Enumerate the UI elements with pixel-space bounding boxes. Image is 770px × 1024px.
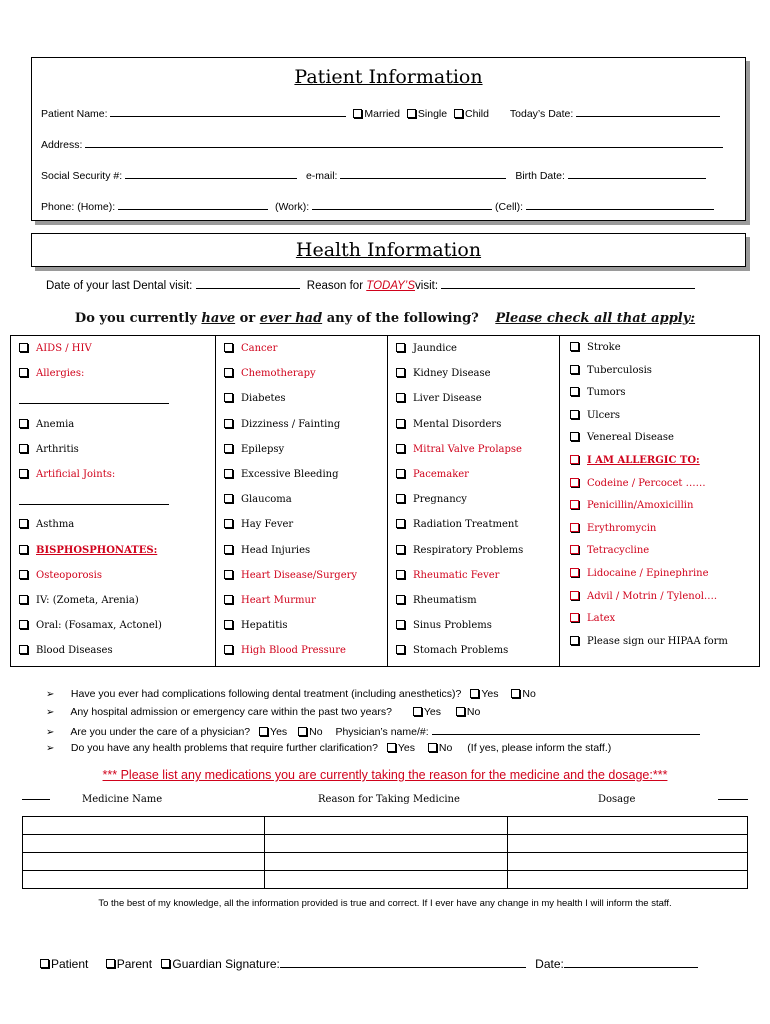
question-or: or [239,311,256,326]
condition-checkbox[interactable] [396,469,405,478]
condition-label: Tuberculosis [587,364,652,376]
condition-oral-fosamax-actonel [19,620,162,631]
condition-heart-disease-surgery [224,570,357,581]
condition-hepatitis [224,620,288,631]
condition-excessive-bleeding [224,469,339,480]
condition-label: Stomach Problems [413,645,509,657]
address-row [41,137,723,151]
medicine-cell[interactable] [23,835,265,853]
health-info-box [31,233,746,267]
condition-label: Osteoporosis [36,569,102,581]
condition-codeine-percocet [570,478,706,489]
phone-home-label: Phone: (Home): [41,201,116,213]
last-visit-label: Date of your last Dental visit: [46,280,193,292]
condition-checkbox[interactable] [396,645,405,654]
condition-label: Hepatitis [241,620,288,632]
condition-checkbox[interactable] [19,368,28,377]
ssn-row [41,168,706,182]
reason-cell[interactable] [265,835,508,853]
condition-label: Sinus Problems [413,620,492,632]
condition-checkbox[interactable] [224,469,233,478]
condition-checkbox[interactable] [19,519,28,528]
condition-liver-disease [396,393,482,404]
condition-label: Artificial Joints: [36,469,116,480]
condition-anemia [19,419,74,430]
condition-lidocaine-epinephrine [570,568,709,579]
write-in-field[interactable] [19,393,169,404]
patient-checkbox[interactable] [40,959,49,968]
q1-no-checkbox[interactable] [511,689,520,698]
condition-label: Jaundice [413,343,457,354]
condition-checkbox[interactable] [570,545,579,554]
last-visit-row [46,278,695,292]
condition-checkbox[interactable] [19,570,28,579]
parent-label: Parent [116,957,153,971]
condition-checkbox[interactable] [396,444,405,453]
condition-checkbox[interactable] [396,368,405,377]
condition-checkbox[interactable] [396,570,405,579]
patient-name-row [41,106,720,120]
condition-label: Erythromycin [587,522,657,534]
condition-checkbox[interactable] [19,545,28,554]
allergies-or-joints-line [19,494,169,508]
condition-checkbox[interactable] [224,444,233,453]
condition-checkbox[interactable] [224,393,233,402]
condition-checkbox[interactable] [570,410,579,419]
condition-checkbox[interactable] [570,591,579,600]
condition-epilepsy [224,444,284,455]
cell-phone-field[interactable] [526,199,714,210]
condition-label: Tetracycline [587,545,650,557]
health-info-title: Health Information [295,239,482,261]
condition-tumors [570,387,626,398]
question-pre: Do you currently [74,311,197,326]
question-check-all: Please check all that apply: [495,311,696,326]
question-post: any of the following? [326,311,479,326]
condition-label: BISPHOSPHONATES: [36,544,158,556]
condition-dizziness-fainting [224,419,340,430]
medications-table [22,816,748,889]
condition-label: Liver Disease [413,393,482,405]
question-physician [46,724,700,738]
condition-checkbox[interactable] [224,620,233,629]
last-visit-field[interactable] [196,278,300,289]
condition-checkbox[interactable] [396,393,405,402]
condition-aids-hiv [19,343,92,354]
email-field[interactable] [340,168,506,179]
signature-row [40,957,698,971]
condition-diabetes [224,393,286,404]
condition-bisphosphonates [19,545,157,556]
condition-tetracycline [570,545,649,556]
condition-chemotherapy [224,368,316,379]
medicine-name-header: Medicine Name [82,794,163,805]
condition-label: Venereal Disease [587,432,674,444]
q3-no-checkbox[interactable] [298,727,307,736]
medicine-cell[interactable] [23,853,265,871]
condition-heart-murmur [224,595,316,606]
condition-label: High Blood Pressure [241,645,346,657]
question-ever-had: ever had [259,311,323,326]
condition-label: Head Injuries [241,544,311,556]
today-date-field[interactable] [576,106,720,117]
truth-statement: To the best of my knowledge, all the information provided is true and correct. If I ever have any change in my health I will inform the staff. [98,898,672,909]
condition-label: Mental Disorders [413,418,502,430]
condition-label: Please sign our HIPAA form [587,635,728,647]
table-row [23,835,748,853]
address-field[interactable] [85,137,723,148]
condition-checkbox[interactable] [224,570,233,579]
condition-checkbox[interactable] [570,455,579,464]
condition-label: Oral: (Fosamax, Actonel) [36,620,162,632]
condition-label: IV: (Zometa, Arenia) [36,595,139,606]
medications-heading: *** Please list any medications you are currently taking the reason for the medicine and the dosage:*** [102,768,668,782]
q1-yes-label: Yes [481,688,499,700]
single-label: Single [417,108,448,120]
condition-label: Dizziness / Fainting [241,418,341,430]
q4-yes-label: Yes [397,742,415,754]
condition-label: AIDS / HIV [36,343,92,354]
visit-label: visit: [415,280,439,292]
condition-pacemaker [396,469,469,480]
table-row [23,853,748,871]
condition-label: Penicillin/Amoxicillin [587,500,694,512]
condition-kidney-disease [396,368,491,379]
q1-no-label: No [522,688,536,700]
reason-cell[interactable] [265,853,508,871]
condition-respiratory-problems [396,545,523,556]
condition-glaucoma [224,494,292,505]
condition-blood-diseases [19,645,113,656]
todays-label: TODAY’S [366,280,416,292]
q1-text: Have you ever had complications following dental treatment (including anesthetics)? [70,688,462,700]
cell-label: (Cell): [495,201,524,213]
arrow-bullet-icon: ➢ [46,727,55,738]
question-hospital [46,706,480,718]
arrow-bullet-icon: ➢ [46,707,55,718]
condition-label: Kidney Disease [413,368,491,380]
arrow-bullet-icon: ➢ [46,743,55,754]
condition-label: Advil / Motrin / Tylenol…. [587,590,718,602]
medicine-cell[interactable] [23,871,265,889]
physician-label: Physician’s name/#: [335,726,429,738]
condition-venereal-disease [570,432,674,443]
condition-rheumatism [396,595,477,606]
condition-checkbox[interactable] [570,478,579,487]
condition-label: Hay Fever [241,519,294,531]
condition-checkbox[interactable] [224,519,233,528]
child-checkbox[interactable] [454,109,463,118]
condition-checkbox[interactable] [396,343,405,352]
condition-checkbox[interactable] [570,387,579,396]
guardian-label: Guardian [172,957,222,971]
condition-artificial-joints [19,469,115,480]
married-checkbox[interactable] [353,109,362,118]
dosage-cell[interactable] [508,817,748,835]
condition-checkbox[interactable] [224,419,233,428]
reason-cell[interactable] [265,871,508,889]
condition-i-am-allergic-to [570,455,700,466]
q3-yes-label: Yes [270,726,288,738]
condition-label: Diabetes [241,393,286,405]
q2-yes-label: Yes [423,706,441,718]
allergies-or-joints-line [19,393,169,407]
conditions-question [0,311,770,326]
condition-label: Stroke [587,342,621,353]
condition-stomach-problems [396,645,508,656]
signature-field[interactable] [280,957,526,968]
condition-checkbox[interactable] [224,545,233,554]
signature-label: Signature: [225,957,280,971]
question-complications [46,688,536,700]
condition-osteoporosis [19,570,102,581]
condition-checkbox[interactable] [19,419,28,428]
condition-penicillin-amoxicillin [570,500,693,511]
patient-label: Patient [51,957,89,971]
work-label: (Work): [274,201,310,213]
condition-hay-fever [224,519,293,530]
email-label: e-mail: [305,170,338,182]
condition-label: Pregnancy [413,494,467,506]
phone-home-field[interactable] [118,199,268,210]
condition-label: Mitral Valve Prolapse [413,443,522,455]
condition-label: Rheumatic Fever [413,569,500,581]
q3-no-label: No [309,726,323,738]
condition-checkbox[interactable] [570,500,579,509]
condition-label: Ulcers [587,409,621,421]
condition-checkbox[interactable] [224,494,233,503]
medicine-cell[interactable] [23,817,265,835]
table-row [23,871,748,889]
condition-advil-motrin-tylenol [570,591,717,602]
dosage-cell[interactable] [508,853,748,871]
signature-date-field[interactable] [564,957,698,968]
q4-note: (If yes, please inform the staff.) [467,742,612,754]
dosage-header: Dosage [598,794,636,805]
condition-checkbox[interactable] [396,545,405,554]
condition-label: Cancer [241,343,278,354]
q4-no-checkbox[interactable] [428,743,437,752]
patient-name-label: Patient Name: [41,108,108,120]
guardian-checkbox[interactable] [161,959,170,968]
condition-label: Heart Murmur [241,595,316,606]
condition-checkbox[interactable] [570,432,579,441]
condition-iv-zometa-arenia [19,595,139,606]
condition-label: Blood Diseases [36,645,113,657]
condition-label: Excessive Bleeding [241,469,339,480]
conditions-grid [10,335,760,667]
ssn-field[interactable] [125,168,297,179]
q1-yes-checkbox[interactable] [470,689,479,698]
condition-label: Chemotherapy [241,368,316,380]
condition-allergies [19,368,84,379]
q2-no-checkbox[interactable] [456,707,465,716]
work-phone-field[interactable] [312,199,492,210]
parent-checkbox[interactable] [106,959,115,968]
condition-pregnancy [396,494,467,505]
child-label: Child [465,108,489,120]
condition-checkbox[interactable] [224,595,233,604]
married-label: Married [364,108,400,120]
q3-text: Are you under the care of a physician? [70,726,251,738]
q2-no-label: No [466,706,481,718]
address-label: Address: [41,139,83,151]
condition-ulcers [570,410,620,421]
condition-label: Lidocaine / Epinephrine [587,568,709,579]
q3-yes-checkbox[interactable] [259,727,268,736]
table-row [23,817,748,835]
condition-jaundice [396,343,457,354]
patient-info-title: Patient Information [294,66,483,88]
condition-checkbox[interactable] [396,494,405,503]
condition-please-sign-our-hipaa-form [570,636,728,647]
condition-label: Respiratory Problems [413,544,524,556]
condition-head-injuries [224,545,310,556]
condition-stroke [570,342,621,353]
condition-erythromycin [570,523,656,534]
condition-label: Anemia [36,418,75,430]
condition-label: Rheumatism [413,595,477,606]
condition-checkbox[interactable] [570,523,579,532]
condition-checkbox[interactable] [570,613,579,622]
single-checkbox[interactable] [407,109,416,118]
condition-sinus-problems [396,620,492,631]
condition-checkbox[interactable] [224,343,233,352]
q2-text: Any hospital admission or emergency care within the past two years? [70,706,392,718]
condition-checkbox[interactable] [19,620,28,629]
condition-checkbox[interactable] [570,568,579,577]
condition-checkbox[interactable] [570,342,579,351]
reason-field[interactable] [441,278,695,289]
reason-header: Reason for Taking Medicine [318,794,460,805]
patient-name-field[interactable] [110,106,346,117]
condition-arthritis [19,444,79,455]
condition-label: Tumors [587,387,626,399]
condition-checkbox[interactable] [570,636,579,645]
condition-checkbox[interactable] [19,343,28,352]
condition-label: Codeine / Percocet …… [587,477,706,489]
condition-high-blood-pressure [224,645,346,656]
condition-label: I AM ALLERGIC TO: [587,455,700,466]
phone-row [41,199,714,213]
condition-label: Heart Disease/Surgery [241,569,358,581]
signature-date-label: Date: [535,957,564,971]
arrow-bullet-icon: ➢ [46,689,55,700]
condition-rheumatic-fever [396,570,499,581]
question-clarification [46,742,611,754]
condition-label: Radiation Treatment [413,519,519,531]
condition-asthma [19,519,74,530]
condition-mental-disorders [396,419,501,430]
condition-checkbox[interactable] [396,419,405,428]
write-in-field[interactable] [19,494,169,505]
condition-label: Pacemaker [413,469,469,480]
ssn-label: Social Security #: [41,170,123,182]
physician-field[interactable] [432,724,700,735]
condition-radiation-treatment [396,519,518,530]
condition-label: Asthma [36,519,75,531]
condition-checkbox[interactable] [224,645,233,654]
condition-label: Arthritis [36,443,79,455]
birth-date-field[interactable] [568,168,706,179]
today-date-label: Today’s Date: [509,108,574,120]
patient-info-box [31,57,746,221]
condition-label: Epilepsy [241,443,285,455]
q4-yes-checkbox[interactable] [387,743,396,752]
q4-no-label: No [438,742,453,754]
condition-label: Allergies: [36,368,85,380]
condition-label: Latex [587,613,616,625]
condition-checkbox[interactable] [19,595,28,604]
question-have: have [201,311,236,326]
condition-mitral-valve-prolapse [396,444,522,455]
birth-date-label: Birth Date: [515,170,565,182]
q4-text: Do you have any health problems that require further clarification? [70,742,378,754]
dosage-cell[interactable] [508,835,748,853]
condition-tuberculosis [570,365,652,376]
condition-checkbox[interactable] [224,368,233,377]
condition-checkbox[interactable] [396,519,405,528]
reason-label: Reason for [306,280,364,292]
condition-checkbox[interactable] [19,469,28,478]
condition-checkbox[interactable] [19,444,28,453]
condition-checkbox[interactable] [570,365,579,374]
condition-checkbox[interactable] [396,620,405,629]
condition-label: Glaucoma [241,494,292,506]
condition-checkbox[interactable] [396,595,405,604]
condition-latex [570,613,615,624]
dosage-cell[interactable] [508,871,748,889]
condition-checkbox[interactable] [19,645,28,654]
q2-yes-checkbox[interactable] [413,707,422,716]
condition-cancer [224,343,277,354]
reason-cell[interactable] [265,817,508,835]
